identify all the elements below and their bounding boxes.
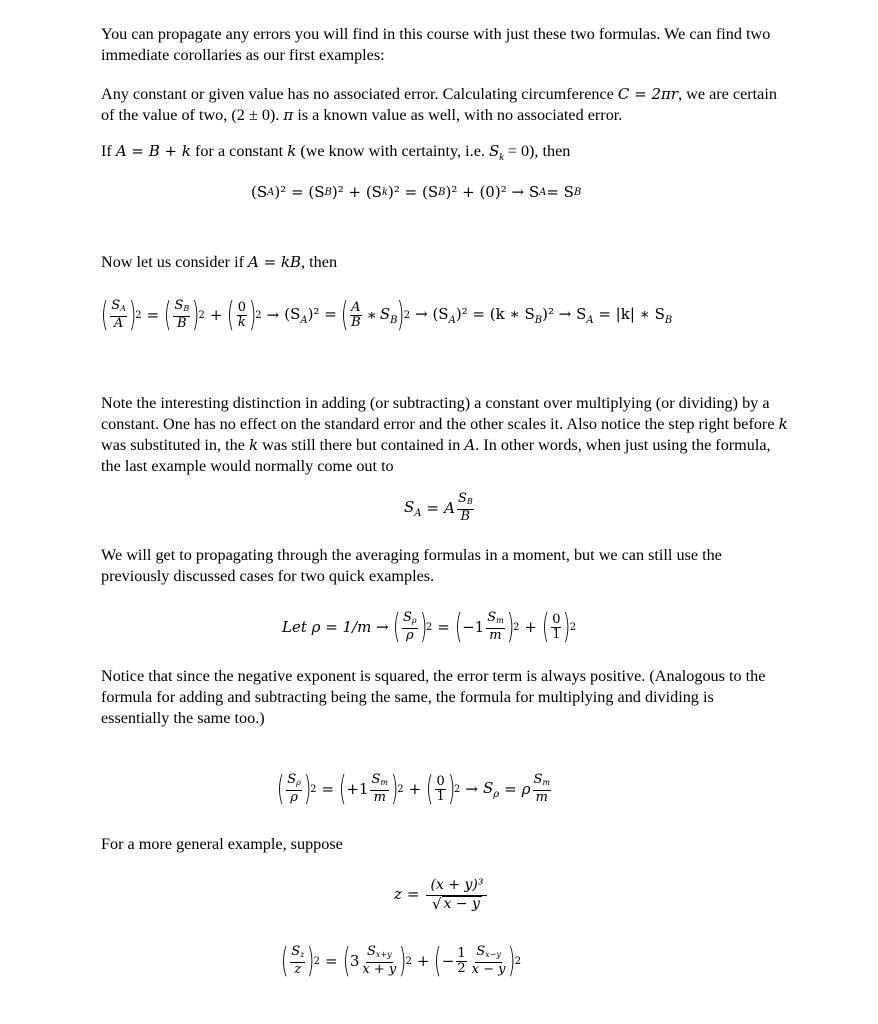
equation-addition: (S A )² = (S B )² + (S k )² = (S B )² + (0)² → S A = S B — [251, 183, 582, 201]
equation-z-error: ( $\frac{S_z}{z}$ ) 2 = ( 3 $\frac{S_{x+y}}{x + y}$ ) 2 + ( − $\frac{1}{2}$ $\frac{S_{x-y}}{x - y}$ ) 2 — [280, 941, 522, 981]
equation-sa-formula: $S_A$ = A $\frac{S_B}{B}$ — [404, 491, 473, 524]
circumference-equation: C = 2πr — [617, 85, 679, 103]
general-example-paragraph: For a more general example, suppose — [101, 835, 343, 853]
averaging-paragraph: We will get to propagating through the averaging formulas in a moment, but we can still use the previously discussed cases for two quick examples. — [101, 546, 722, 585]
equation-rho-result: ( $\frac{S_\rho}{\rho}$ ) 2 = ( +1 $\frac{S_m}{m}$ ) 2 + ( $\frac{0}{1}$ ) 2 → $S_\rho$ = ρ $\frac{S_m}{m}$ — [276, 769, 551, 809]
multiplication-paragraph: Now let us consider if A = kB, then — [101, 253, 338, 271]
equation-rho: Let ρ = 1/m → ( $\frac{S_\rho}{\rho}$ ) 2 = ( −1 $\frac{S_m}{m}$ ) 2 + ( $\frac{0}{1}$ ) 2 — [282, 607, 577, 647]
negative-exponent-paragraph: Notice that since the negative exponent is squared, the error term is always positive. (Analogous to the formula for adding and subtracting being the same, the formula for multiplying and dividing is essentially the same too.) — [101, 667, 766, 727]
equation-z-definition: z = (x + y)³ √ x − y — [394, 869, 489, 919]
intro-paragraph — [101, 24, 781, 66]
distinction-paragraph: Note the interesting distinction in adding (or subtracting) a constant over multiplying (or dividing) by a constant. One has no effect on the standard error and the other scales it. Also notice the step right before k was substituted in, the k was still there but contained in A. In other words, when just using the formula, the last example would normally come out to — [101, 394, 788, 475]
equation-multiplication: ( $\frac{S_A}{A}$ ) 2 = ( $\frac{S_B}{B}$ ) 2 + ( $\frac{0}{k}$ ) 2 → $(S_A)^2$ = ( $\frac{A}{B}$ ∗ $S_B$ ) 2 → $(S_A)^2 = (k$ ∗ $S_B)^2 \to S_A = |k|$ ∗ $S_B$ — [100, 295, 673, 335]
addition-paragraph: If A = B + k for a constant k (we know with certainty, i.e. $S_k = 0$), then — [101, 142, 571, 163]
intro-text: You can propagate any errors you will find in this course with just these two formulas. We can find two immediate corollaries as our first examples: — [101, 25, 771, 64]
constant-paragraph: Any constant or given value has no associated error. Calculating circumference C = 2πr, we are certain of the value of two, (2 ± 0). π is a known value as well, with no associated error. — [101, 85, 777, 124]
